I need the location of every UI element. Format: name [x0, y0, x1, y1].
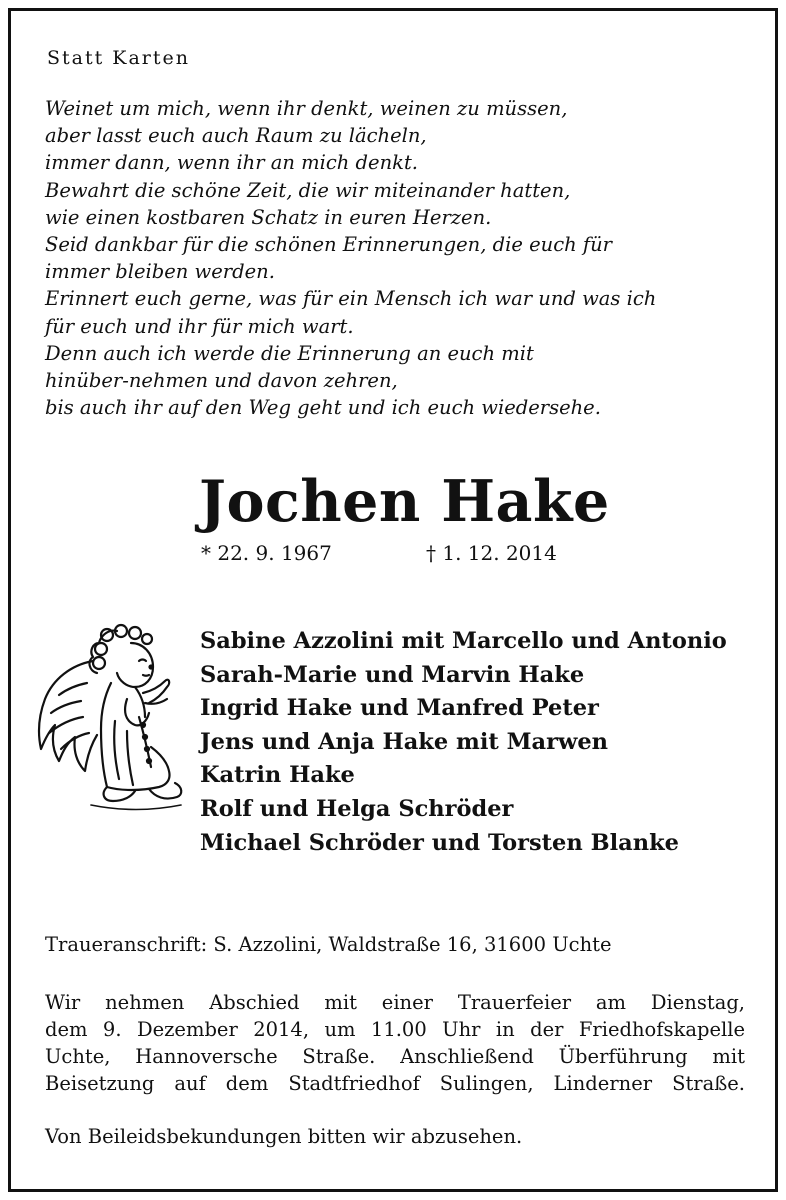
closing-note: Von Beileidsbekundungen bitten wir abzusehen. [45, 1125, 523, 1148]
poem-line: wie einen kostbaren Schatz in euren Herzen. [45, 205, 492, 229]
birth-date: * 22. 9. 1967 [201, 541, 332, 565]
mourner-line: Sarah-Marie und Marvin Hake [200, 661, 585, 688]
poem-line: immer dann, wenn ihr an mich denkt. [45, 151, 418, 175]
poem-line: Denn auch ich werde die Erinnerung an euch mit [45, 341, 534, 365]
mourners-list [200, 625, 727, 860]
ceremony-details [45, 989, 745, 1097]
header-statt-karten: Statt Karten [47, 47, 191, 69]
ceremony-line: dem 9. Dezember 2014, um 11.00 Uhr in der Friedhofskapelle [45, 1018, 745, 1041]
poem-line: bis auch ihr auf den Weg geht und ich euch wiedersehe. [45, 396, 601, 420]
poem-line: Erinnert euch gerne, was für ein Mensch ich war und was ich [45, 287, 657, 311]
mourning-address: Traueranschrift: S. Azzolini, Waldstraße 16, 31600 Uchte [45, 933, 612, 956]
death-date: † 1. 12. 2014 [426, 541, 557, 565]
ceremony-line: Wir nehmen Abschied mit einer Trauerfeier am Dienstag, [45, 991, 745, 1014]
mourner-line: Michael Schröder und Torsten Blanke [200, 829, 679, 856]
mourner-line: Jens und Anja Hake mit Marwen [200, 728, 609, 755]
praying-angel-icon [31, 621, 189, 819]
mourner-line: Ingrid Hake und Manfred Peter [200, 695, 599, 722]
obituary-frame [8, 8, 778, 1192]
poem-line: Bewahrt die schöne Zeit, die wir miteinander hatten, [45, 178, 571, 202]
poem [45, 95, 745, 421]
poem-line: Weinet um mich, wenn ihr denkt, weinen zu müssen, [45, 97, 568, 120]
ceremony-line: Uchte, Hannoversche Straße. Anschließend Überführung mit [45, 1045, 745, 1068]
poem-line: aber lasst euch auch Raum zu lächeln, [45, 124, 427, 148]
poem-line: immer bleiben werden. [45, 260, 275, 284]
poem-line: hinüber-nehmen und davon zehren, [45, 369, 398, 393]
ceremony-line: Beisetzung auf dem Stadtfriedhof Sulingen, Linderner Straße. [45, 1072, 745, 1095]
poem-line: für euch und ihr für mich wart. [45, 314, 354, 338]
mourner-line: Katrin Hake [200, 762, 355, 789]
deceased-name: Jochen Hake [199, 468, 610, 535]
poem-line: Seid dankbar für die schönen Erinnerungen, die euch für [45, 233, 612, 257]
mourner-line: Rolf und Helga Schröder [200, 795, 514, 822]
mourner-line: Sabine Azzolini mit Marcello und Antonio [200, 628, 727, 654]
